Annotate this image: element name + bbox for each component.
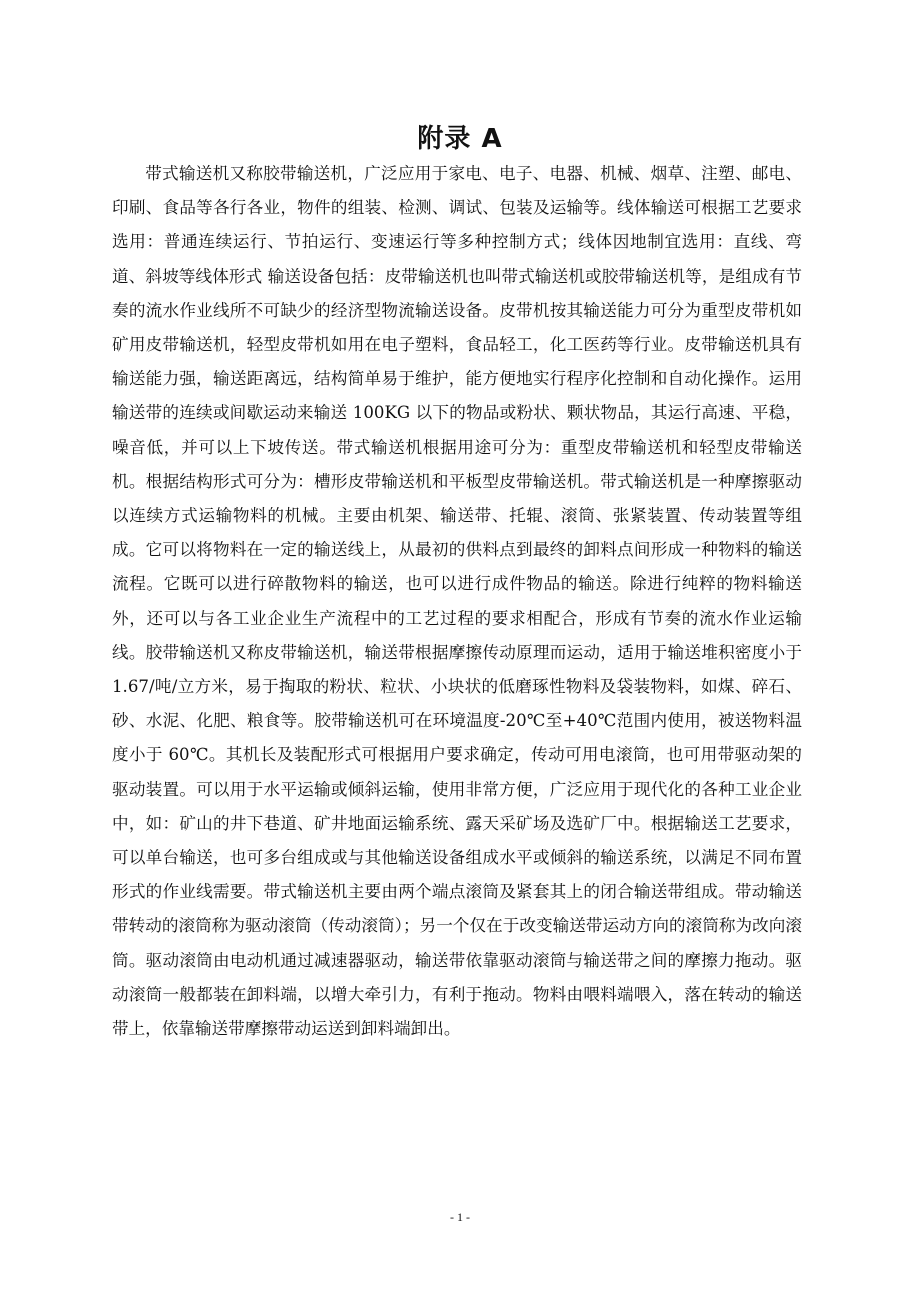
body-paragraph: 带式输送机又称胶带输送机，广泛应用于家电、电子、电器、机械、烟草、注塑、邮电、印刷、食品等各行各业，物件的组装、检测、调试、包装及运输等。线体输送可根据工艺要求选用：普通连续运行、节拍运行、变速运行等多种控制方式；线体因地制宜选用：直线、弯道、斜坡等线体形式 输送设备包括：皮带输送机也叫带式输送机或胶带输送机等，是组成有节奏的流水作业线所不可缺少的经济型物流输送设备。皮带机按其输送能力可分为重型皮带机如矿用皮带输送机，轻型皮带机如用在电子塑料，食品轻工，化工医药等行业。皮带输送机具有输送能力强，输送距离远，结构简单易于维护，能方便地实行程序化控制和自动化操作。运用输送带的连续或间歇运动来输送 100KG 以下的物品或粉状、颗状物品，其运行高速、平稳，噪音低，并可以上下坡传送。带式输送机根据用途可分为：重型皮带输送机和轻型皮带输送机。根据结构形式可分为：槽形皮带输送机和平板型皮带输送机。带式输送机是一种摩擦驱动以连续方式运输物料的机械。主要由机架、输送带、托辊、滚筒、张紧装置、传动装置等组成。它可以将物料在一定的输送线上，从最初的供料点到最终的卸料点间形成一种物料的输送流程。它既可以进行碎散物料的输送，也可以进行成件物品的输送。除进行纯粹的物料输送外，还可以与各工业企业生产流程中的工艺过程的要求相配合，形成有节奏的流水作业运输线。胶带输送机又称皮带输送机，输送带根据摩擦传动原理而运动，适用于输送堆积密度小于 1.67/吨/立方米，易于掏取的粉状、粒状、小块状的低磨琢性物料及袋装物料，如煤、碎石、砂、水泥、化肥、粮食等。胶带输送机可在环境温度-20℃至+40℃范围内使用，被送物料温度小于 60℃。其机长及装配形式可根据用户要求确定，传动可用电滚筒，也可用带驱动架的驱动装置。可以用于水平运输或倾斜运输，使用非常方便，广泛应用于现代化的各种工业企业中，如：矿山的井下巷道、矿井地面运输系统、露天采矿场及选矿厂中。根据输送工艺要求，可以单台输送，也可多台组成或与其他输送设备组成水平或倾斜的输送系统，以满足不同布置形式的作业线需要。带式输送机主要由两个端点滚筒及紧套其上的闭合输送带组成。带动输送带转动的滚筒称为驱动滚筒（传动滚筒）；另一个仅在于改变输送带运动方向的滚筒称为改向滚筒。驱动滚筒由电动机通过减速器驱动，输送带依靠驱动滚筒与输送带之间的摩擦力拖动。驱动滚筒一般都装在卸料端，以增大牵引力，有利于拖动。物料由喂料端喂入，落在转动的输送带上，依靠输送带摩擦带动运送到卸料端卸出。 [112,164,802,1039]
page-number: - 1 - [450,1210,470,1224]
page-title: 附录 A [417,124,503,154]
